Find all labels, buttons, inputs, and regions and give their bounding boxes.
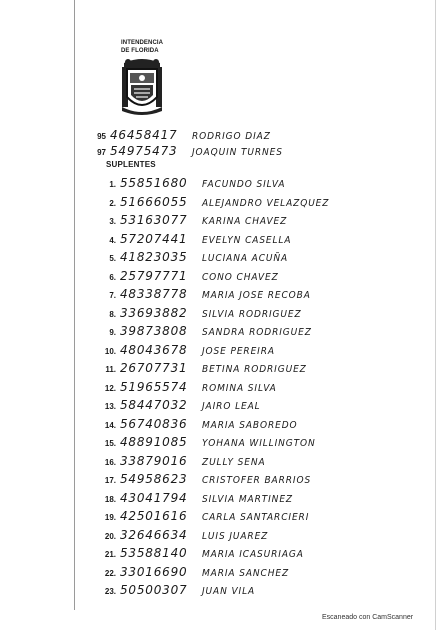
- suplente-name: YOHANA WILLINGTON: [202, 438, 316, 450]
- suplente-ci: 54958623: [120, 471, 188, 487]
- suplente-number: 6.: [109, 272, 116, 282]
- suplente-ci: 32646634: [120, 527, 188, 542]
- suplente-number: 1.: [109, 180, 116, 189]
- suplente-ci: 57207441: [120, 231, 188, 246]
- suplente-ci: 42501616: [120, 508, 188, 524]
- suplente-number: 9.: [109, 328, 116, 337]
- suplente-name: ROMINA SILVA: [202, 383, 277, 394]
- suplente-ci: 53163077: [120, 212, 188, 228]
- suplente-ci: 53588140: [120, 545, 188, 561]
- suplente-row: [96, 343, 275, 359]
- suplente-ci: 51666055: [120, 194, 188, 209]
- suplente-number: 17.: [104, 476, 116, 485]
- suplente-number: 21.: [104, 550, 116, 559]
- suplente-name: JUAN VILA: [202, 586, 256, 598]
- suplente-name: LUIS JUAREZ: [202, 531, 269, 542]
- suplente-number: 18.: [104, 494, 116, 504]
- suplente-name: JAIRO LEAL: [202, 401, 261, 413]
- titular-ci: 54975473: [110, 143, 178, 159]
- suplente-row: [96, 509, 309, 525]
- suplente-ci: 43041794: [120, 490, 188, 505]
- suplente-name: LUCIANA ACUÑA: [202, 253, 289, 265]
- suplente-number: 8.: [109, 309, 116, 319]
- titular-97: [86, 144, 283, 160]
- suplente-name: CRISTOFER BARRIOS: [202, 475, 312, 487]
- suplente-name: EVELYN CASELLA: [202, 235, 292, 246]
- suplente-number: 10.: [104, 346, 116, 356]
- suplente-name: SILVIA RODRIGUEZ: [202, 309, 302, 320]
- suplente-ci: 50500307: [120, 582, 188, 598]
- suplente-row: [96, 454, 266, 470]
- suplente-row: [96, 361, 307, 377]
- suplente-name: CONO CHAVEZ: [202, 272, 279, 283]
- suplente-name: SANDRA RODRIGUEZ: [202, 327, 312, 339]
- suplente-ci: 39873808: [120, 323, 188, 339]
- suplente-number: 12.: [104, 383, 116, 393]
- suplente-name: MARIA ICASURIAGA: [202, 549, 304, 561]
- suplente-number: 7.: [109, 291, 116, 300]
- suplente-number: 13.: [104, 402, 116, 411]
- suplente-row: [96, 435, 316, 451]
- suplente-row: [96, 472, 311, 488]
- suplente-number: 19.: [104, 513, 116, 522]
- suplente-ci: 56740836: [120, 416, 188, 431]
- suplente-row: [96, 250, 288, 266]
- suplente-number: 11.: [105, 365, 116, 374]
- suplente-row: [96, 417, 298, 433]
- titular-ci: 46458417: [110, 127, 178, 143]
- suplente-row: [96, 398, 261, 414]
- suplente-number: 14.: [104, 420, 116, 430]
- suplente-row: [96, 583, 255, 599]
- suplente-ci: 48043678: [120, 342, 188, 357]
- suplente-name: FACUNDO SILVA: [202, 179, 286, 191]
- suplente-row: [96, 269, 279, 285]
- titular-number: 95: [97, 132, 106, 141]
- suplente-number: 4.: [109, 235, 116, 245]
- suplente-row: [96, 528, 268, 544]
- suplente-row: [96, 324, 312, 340]
- suplente-ci: 48338778: [120, 286, 188, 302]
- suplente-name: KARINA CHAVEZ: [202, 216, 288, 228]
- suplente-row: [96, 380, 277, 396]
- suplente-row: [96, 491, 293, 507]
- suplente-row: [96, 195, 329, 211]
- suplente-name: JOSE PEREIRA: [202, 346, 275, 357]
- suplente-row: [96, 287, 311, 303]
- suplente-name: MARIA SANCHEZ: [202, 568, 290, 579]
- titular-name: RODRIGO DIAZ: [192, 131, 271, 143]
- suplente-number: 16.: [104, 457, 116, 467]
- suplente-ci: 41823035: [120, 249, 188, 265]
- suplente-ci: 55851680: [120, 175, 188, 191]
- suplente-ci: 33016690: [120, 564, 188, 579]
- suplente-row: [96, 565, 289, 581]
- suplente-number: 15.: [104, 439, 116, 448]
- titular-number: 97: [97, 148, 106, 157]
- suplente-ci: 33693882: [120, 305, 188, 320]
- suplente-ci: 25797771: [120, 268, 188, 283]
- suplente-name: MARIA SABOREDO: [202, 420, 298, 431]
- suplente-number: 23.: [104, 587, 116, 596]
- suplente-name: ZULLY SENA: [202, 457, 266, 468]
- suplente-row: [96, 306, 302, 322]
- suplente-ci: 26707731: [120, 360, 188, 376]
- suplente-row: [96, 232, 291, 248]
- suplente-number: 3.: [109, 217, 116, 226]
- suplente-name: ALEJANDRO VELAZQUEZ: [202, 198, 330, 209]
- suplente-name: SILVIA MARTINEZ: [202, 494, 293, 505]
- page-edge-left: [74, 0, 75, 610]
- suplente-number: 20.: [104, 531, 116, 541]
- suplente-number: 22.: [104, 568, 116, 578]
- suplente-number: 5.: [109, 254, 116, 263]
- organization-header: [121, 39, 163, 55]
- titular-name: JOAQUIN TURNES: [192, 147, 283, 159]
- suplente-row: [96, 546, 304, 562]
- suplente-row: [96, 213, 287, 229]
- suplente-ci: 33879016: [120, 453, 188, 468]
- suplente-name: MARIA JOSE RECOBA: [202, 290, 311, 302]
- section-title-suplentes: SUPLENTES: [106, 160, 156, 169]
- suplente-name: CARLA SANTARCIERI: [202, 512, 310, 524]
- suplente-number: 2.: [109, 198, 116, 208]
- scanner-footer: Escaneado con CamScanner: [322, 614, 414, 621]
- coat-of-arms-icon: [120, 57, 164, 117]
- organization-line-2: DE FLORIDA: [121, 48, 159, 54]
- organization-line-1: INTENDENCIA: [121, 40, 164, 46]
- suplente-name: BETINA RODRIGUEZ: [202, 364, 307, 376]
- page-edge-right: [435, 0, 436, 630]
- suplente-row: [96, 176, 285, 192]
- suplente-ci: 58447032: [120, 397, 188, 413]
- titular-95: [86, 128, 271, 144]
- suplente-ci: 51965574: [120, 379, 188, 394]
- suplente-ci: 48891085: [120, 434, 188, 450]
